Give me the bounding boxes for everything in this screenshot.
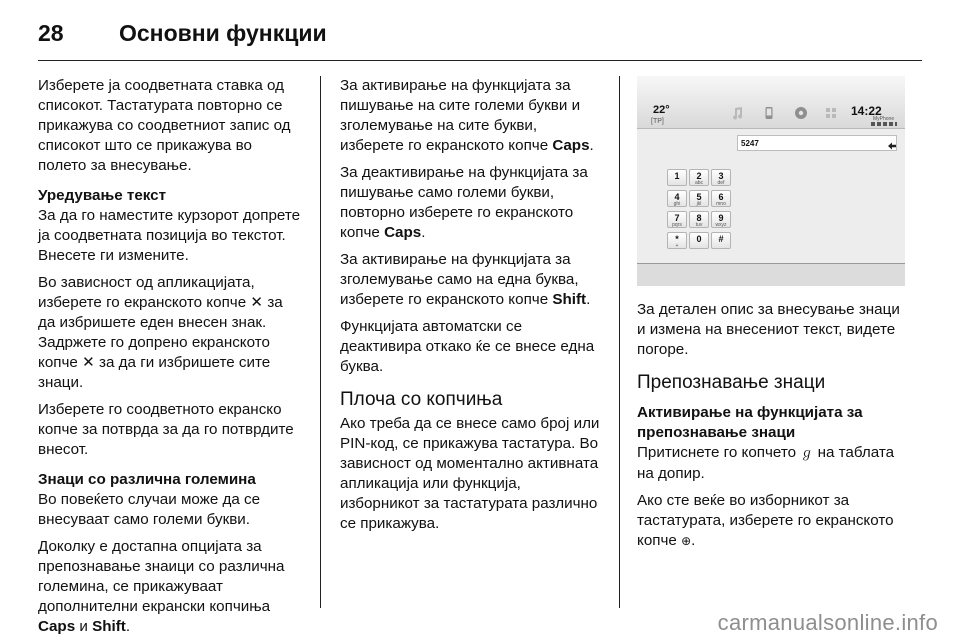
paragraph: Изберете ја соодветната ставка од списокот. Тастатурата повторно се прикажува со соодветниот запис од списокот што се прикажува во полето за внесување. xyxy=(38,77,291,174)
paragraph xyxy=(340,163,604,243)
key-digit: 0 xyxy=(696,234,702,244)
paragraph: За да го наместите курзорот допрете ја соодветната позиција во текстот. Внесете ги измените. xyxy=(38,207,301,264)
text: Ако сте веќе во изборникот за тастатурата, изберете го екранското копче xyxy=(637,492,894,549)
text: За деактивирање на функцијата за пишување само големи букви, повторно изберете го екранското копче xyxy=(340,164,588,241)
delete-x-icon: ✕ xyxy=(82,354,95,371)
navigation-icon xyxy=(794,106,808,120)
section-heading-edit-text: Уредување текст xyxy=(38,187,167,204)
keypad-key[interactable] xyxy=(711,190,731,207)
key-digit: 4 xyxy=(674,192,680,202)
phone-name: MyPhone xyxy=(873,116,895,122)
section-heading-recognition: Препознавање знаци xyxy=(637,372,826,393)
key-digit: * xyxy=(675,234,679,244)
delete-x-icon: ✕ xyxy=(250,294,264,311)
text: Притиснете го копчето xyxy=(637,444,801,461)
text: и xyxy=(75,618,93,635)
screen-status-bar xyxy=(637,76,905,129)
text: на таблата на допир. xyxy=(637,444,895,482)
text: . xyxy=(125,618,131,635)
text: . xyxy=(421,224,426,241)
column-2 xyxy=(340,76,604,541)
section-heading-activate: Активирање на функцијата за препознавање знаци xyxy=(637,404,863,441)
key-digit: 6 xyxy=(718,192,724,202)
caps-key-label: Caps xyxy=(384,224,422,241)
paragraph xyxy=(637,443,905,484)
key-digit: 8 xyxy=(696,213,702,223)
column-3 xyxy=(637,300,905,558)
text: . xyxy=(586,291,591,308)
tp-indicator: [TP] xyxy=(651,118,664,125)
keypad-key[interactable] xyxy=(689,169,709,186)
keypad-key[interactable] xyxy=(667,190,687,207)
paragraph: Ако треба да се внесе само број или PIN-код, се прикажува тастатура. Во зависност од моментално активната апликација или функција, изборникот за тастатурата различно се прикажува. xyxy=(340,415,600,532)
key-letters: tuv xyxy=(695,222,703,228)
handwriting-keypad-icon: ⊕ xyxy=(681,534,692,548)
paragraph xyxy=(637,491,905,551)
keypad-key[interactable] xyxy=(689,211,709,228)
signal-battery-icon xyxy=(871,122,897,126)
keypad-key[interactable] xyxy=(711,232,731,249)
keypad-key[interactable] xyxy=(689,232,709,249)
text: за да избришете еден внесен знак. Задржете го допрено екранското копче xyxy=(38,294,283,371)
paragraph: За детален опис за внесување знаци и измена на внесениот текст, видете погоре. xyxy=(637,301,900,358)
key-digit: # xyxy=(718,234,724,244)
keypad-key[interactable] xyxy=(689,190,709,207)
section-heading-keypad: Плоча со копчиња xyxy=(340,389,503,410)
key-letters: + xyxy=(675,243,679,249)
text: Во зависност од апликацијата, изберете го екранското копче xyxy=(38,274,255,311)
header-rule xyxy=(38,60,922,61)
apps-grid-icon xyxy=(824,106,838,120)
key-letters: ghi xyxy=(673,201,681,207)
text: . xyxy=(589,137,594,154)
paragraph: Изберете го соодветното екранско копче за потврда за да го потврдите внесот. xyxy=(38,401,294,458)
keypad-key[interactable] xyxy=(667,169,687,186)
paragraph xyxy=(38,273,304,393)
key-letters: def xyxy=(717,180,725,186)
backspace-arrow-icon[interactable] xyxy=(887,138,897,148)
key-letters: abc xyxy=(694,180,704,186)
key-letters: mno xyxy=(716,201,726,207)
keypad-key[interactable] xyxy=(667,211,687,228)
shift-key-label: Shift xyxy=(552,291,587,308)
key-letters: jkl xyxy=(696,201,702,207)
key-digit: 2 xyxy=(696,171,702,181)
column-rule-1 xyxy=(320,76,321,608)
watermark: carmanualsonline.info xyxy=(717,610,938,635)
text: За активирање на функцијата за зголемување само на една буква, изберете го екранското копче xyxy=(340,251,579,308)
key-digit: 7 xyxy=(674,213,680,223)
screen-footer xyxy=(637,263,905,286)
section-heading-case: Знаци со различна големина xyxy=(38,471,256,488)
caps-key-label: Caps xyxy=(552,137,590,154)
caps-key-label: Caps xyxy=(38,618,76,635)
paragraph xyxy=(340,76,604,156)
page-title: Основни функции xyxy=(119,20,327,46)
key-digit: 3 xyxy=(718,171,724,181)
number-input-field[interactable]: 5247 xyxy=(737,135,897,151)
keypad-key[interactable] xyxy=(667,232,687,249)
shift-key-label: Shift xyxy=(92,618,126,635)
paragraph xyxy=(38,537,304,637)
keypad-key[interactable] xyxy=(711,169,731,186)
text: За активирање на функцијата за пишување на сите големи букви и зголемување на сите букви, изберете го екранското копче xyxy=(340,77,581,154)
text: . xyxy=(691,532,696,549)
page-number: 28 xyxy=(38,20,64,46)
column-rule-2 xyxy=(619,76,620,608)
column-1 xyxy=(38,76,304,644)
key-digit: 5 xyxy=(696,192,702,202)
temperature-readout: 22° xyxy=(653,104,670,116)
music-note-icon xyxy=(730,106,744,120)
key-digit: 1 xyxy=(674,171,680,181)
clock-readout: 14:22 xyxy=(851,104,882,118)
paragraph: Функцијата автоматски се деактивира откако ќе се внесе една буква. xyxy=(340,318,595,375)
paragraph xyxy=(340,250,604,310)
handwriting-icon: ℊ xyxy=(800,446,814,461)
key-letters: wxyz xyxy=(715,222,727,228)
text: за да ги избришете сите знаци. xyxy=(38,354,271,391)
text: Доколку е достапна опцијата за препознавање знаици со различна големина, се прикажуваат дополнителни екрански копчиња xyxy=(38,538,285,615)
keypad-screenshot xyxy=(637,76,905,286)
key-digit: 9 xyxy=(718,213,724,223)
phone-icon xyxy=(762,106,776,120)
keypad-key[interactable] xyxy=(711,211,731,228)
key-letters: pqrs xyxy=(672,222,682,228)
paragraph: Во повеќето случаи може да се внесуваат само големи букви. xyxy=(38,491,261,528)
